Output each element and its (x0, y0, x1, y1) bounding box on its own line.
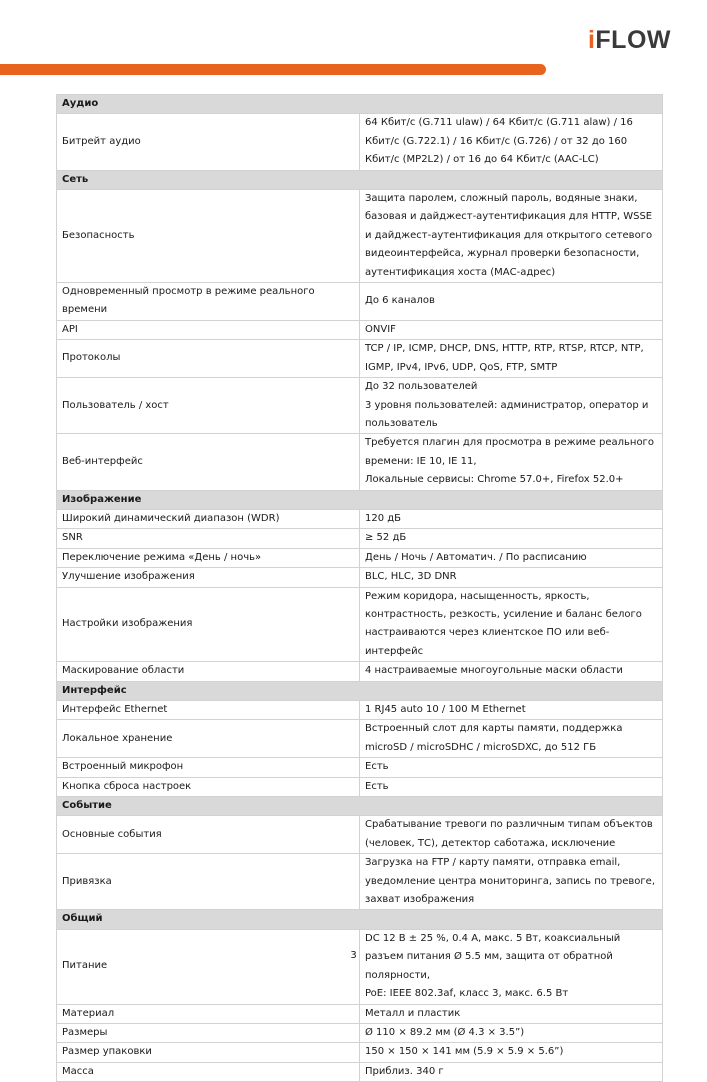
spec-row (57, 283, 663, 321)
spec-row (57, 190, 663, 283)
spec-value-line: Ø 110 × 89.2 мм (Ø 4.3 × 3.5”) (365, 1026, 525, 1038)
section-header-row (57, 797, 663, 816)
spec-value (360, 1004, 663, 1023)
spec-row (57, 568, 663, 587)
spec-value-line: 1 RJ45 auto 10 / 100 M Ethernet (365, 704, 526, 715)
spec-value-line: Режим коридора, насыщенность, яркость, контрастность, резкость, усиление и баланс белого настраиваются через клиентское ПО или веб-интерфейс (365, 590, 642, 657)
spec-value-line: 150 × 150 × 141 мм (5.9 × 5.9 × 5.6”) (365, 1046, 564, 1058)
logo-text: FLOW (595, 26, 671, 54)
spec-value (360, 340, 663, 378)
spec-value (360, 509, 663, 528)
spec-value-line: 120 дБ (365, 512, 402, 524)
section-title: Событие (57, 797, 663, 816)
spec-row (57, 114, 663, 170)
spec-value-line: Встроенный слот для карты памяти, поддержка microSD / microSDHC / microSDXC, до 512 ГБ (365, 723, 623, 753)
section-header-row (57, 170, 663, 189)
spec-value-line: ONVIF (365, 323, 396, 335)
spec-row (57, 509, 663, 528)
spec-value-line: Приблиз. 340 г (365, 1065, 444, 1077)
spec-label: Маскирование области (57, 662, 360, 681)
spec-row (57, 720, 663, 758)
spec-value-line: Требуется плагин для просмотра в режиме реального времени: IE 10, IE 11, (365, 437, 654, 467)
spec-value-line: 64 Кбит/с (G.711 ulaw) / 64 Кбит/с (G.711 alaw) / 16 Кбит/с (G.722.1) / 16 Кбит/с (G.726) / от 32 до 160 Кбит/с (MP2L2) / от 16 до 64 Кбит/с (AAC-LC) (365, 117, 633, 166)
spec-value (360, 662, 663, 681)
spec-value (360, 283, 663, 321)
spec-label: Переключение режима «День / ночь» (57, 548, 360, 567)
spec-value (360, 320, 663, 339)
spec-label: Локальное хранение (57, 720, 360, 758)
section-header-row (57, 681, 663, 700)
spec-row (57, 1023, 663, 1042)
spec-value-line: 4 настраиваемые многоугольные маски области (365, 665, 623, 677)
spec-label: Протоколы (57, 340, 360, 378)
section-title: Интерфейс (57, 681, 663, 700)
spec-value (360, 434, 663, 490)
spec-label: Веб-интерфейс (57, 434, 360, 490)
spec-value-line: Локальные сервисы: Chrome 57.0+, Firefox 52.0+ (365, 474, 624, 486)
spec-value (360, 1023, 663, 1042)
spec-label: Одновременный просмотр в режиме реального времени (57, 283, 360, 321)
spec-row (57, 378, 663, 434)
spec-value-line: Защита паролем, сложный пароль, водяные знаки, базовая и дайджест-аутентификация для HTTP, WSSE и дайджест-аутентификация для открытого сетевого видеоинтерфейса, журнал проверки безопасности, аутентификация хоста (МАС-адрес) (365, 193, 653, 278)
section-header-row (57, 490, 663, 509)
spec-value (360, 378, 663, 434)
spec-label: Материал (57, 1004, 360, 1023)
spec-value-line: День / Ночь / Автоматич. / По расписанию (365, 551, 587, 563)
spec-row (57, 587, 663, 662)
spec-value (360, 548, 663, 567)
spec-value-line: Металл и пластик (365, 1007, 461, 1019)
spec-value (360, 816, 663, 854)
spec-row (57, 929, 663, 1004)
spec-value-line: Срабатывание тревоги по различным типам объектов (человек, ТС), детектор саботажа, исключение (365, 819, 653, 849)
section-header-row (57, 910, 663, 929)
spec-value (360, 587, 663, 662)
spec-row (57, 777, 663, 796)
spec-label: Основные события (57, 816, 360, 854)
spec-value-line: Есть (365, 780, 389, 792)
spec-value-line: 3 уровня пользователей: администратор, оператор и пользователь (365, 399, 649, 429)
spec-row (57, 529, 663, 548)
spec-value (360, 701, 663, 720)
spec-label: Битрейт аудио (57, 114, 360, 170)
spec-row (57, 758, 663, 777)
spec-value (360, 529, 663, 548)
spec-row (57, 548, 663, 567)
spec-value-line: ≥ 52 дБ (365, 532, 407, 544)
spec-row (57, 1043, 663, 1062)
spec-value-line: BLC, HLC, 3D DNR (365, 571, 457, 583)
spec-value-line: До 32 пользователей (365, 381, 478, 393)
spec-value (360, 1062, 663, 1081)
spec-label: Улучшение изображения (57, 568, 360, 587)
spec-value (360, 114, 663, 170)
spec-value (360, 720, 663, 758)
spec-value (360, 568, 663, 587)
header-band (0, 64, 546, 75)
page-number: 3 (350, 950, 357, 961)
spec-table (56, 94, 663, 1082)
spec-row (57, 320, 663, 339)
spec-label: Встроенный микрофон (57, 758, 360, 777)
spec-label: Масса (57, 1062, 360, 1081)
spec-value-line: TCP / IP, ICMP, DHCP, DNS, HTTP, RTP, RTSP, RTCP, NTP, IGMP, IPv4, IPv6, UDP, QoS, FTP, SMTP (365, 343, 644, 373)
spec-value-line: До 6 каналов (365, 295, 435, 307)
spec-label: Кнопка сброса настроек (57, 777, 360, 796)
spec-value-line: Есть (365, 761, 389, 773)
spec-label: Размеры (57, 1023, 360, 1042)
spec-label: Настройки изображения (57, 587, 360, 662)
section-title: Сеть (57, 170, 663, 189)
spec-value (360, 190, 663, 283)
section-title: Аудио (57, 95, 663, 114)
spec-value (360, 929, 663, 1004)
spec-value-line: Загрузка на FTP / карту памяти, отправка email, уведомление центра мониторинга, запись по тревоге, захват изображения (365, 857, 656, 906)
spec-row (57, 662, 663, 681)
spec-label: SNR (57, 529, 360, 548)
spec-row (57, 816, 663, 854)
spec-label: Безопасность (57, 190, 360, 283)
spec-label: Привязка (57, 854, 360, 910)
spec-label: Питание (57, 929, 360, 1004)
spec-value (360, 758, 663, 777)
spec-value (360, 777, 663, 796)
spec-value-line: DC 12 В ± 25 %, 0.4 A, макс. 5 Вт, коаксиальный разъем питания Ø 5.5 мм, защита от обратной полярности, (365, 932, 621, 981)
spec-value (360, 854, 663, 910)
spec-label: Размер упаковки (57, 1043, 360, 1062)
spec-value (360, 1043, 663, 1062)
spec-label: Широкий динамический диапазон (WDR) (57, 509, 360, 528)
spec-value-line: PoE: IEEE 802.3af, класс 3, макс. 6.5 Вт (365, 988, 569, 1000)
section-title: Изображение (57, 490, 663, 509)
brand-logo (588, 28, 671, 53)
section-title: Общий (57, 910, 663, 929)
spec-row (57, 1062, 663, 1081)
spec-row (57, 701, 663, 720)
logo-mark: i (587, 26, 596, 54)
spec-row (57, 854, 663, 910)
spec-label: API (57, 320, 360, 339)
spec-row (57, 434, 663, 490)
spec-row (57, 340, 663, 378)
spec-label: Интерфейс Ethernet (57, 701, 360, 720)
spec-label: Пользователь / хост (57, 378, 360, 434)
section-header-row (57, 95, 663, 114)
spec-row (57, 1004, 663, 1023)
